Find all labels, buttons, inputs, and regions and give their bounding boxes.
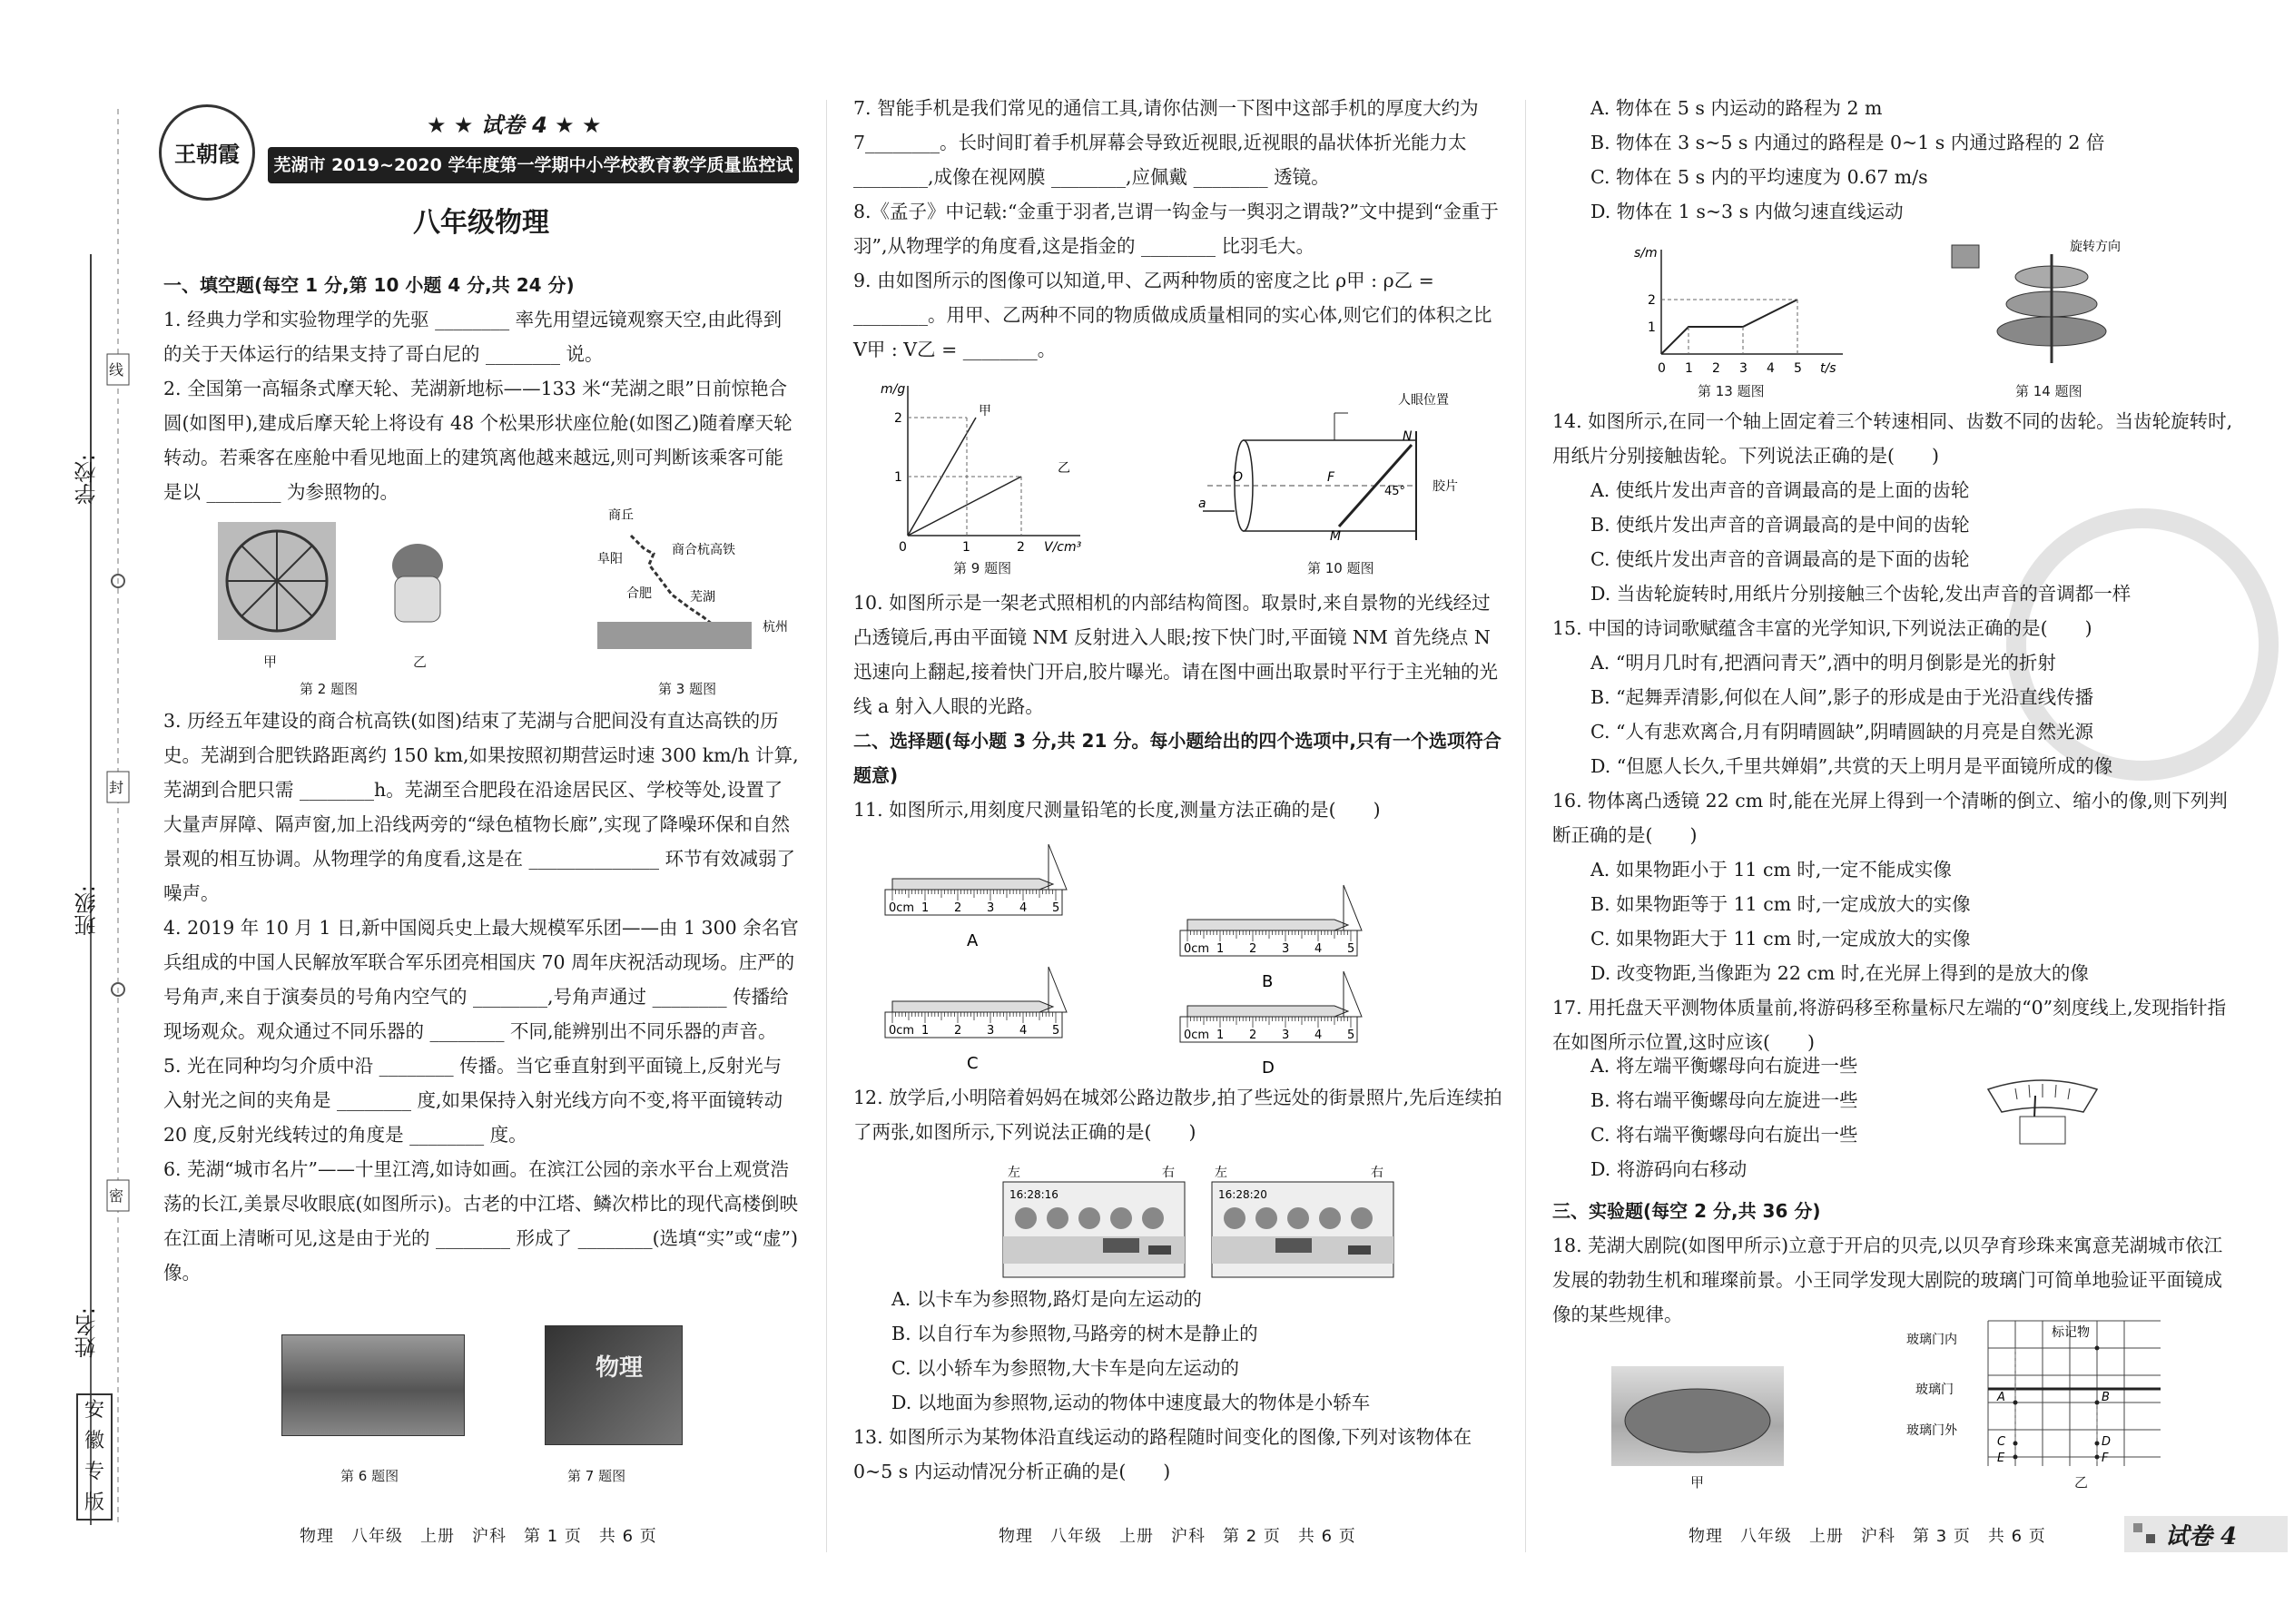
question-11: 11. 如图所示,用刻度尺测量铅笔的长度,测量方法正确的是( ) (853, 799, 1381, 821)
exam-title-bar (268, 147, 799, 212)
q15-option-a[interactable]: A. “明月几时有,把酒问青天”,酒中的明月倒影是光的折射 (1590, 652, 2056, 674)
exam-title: 芜湖市 2019~2020 学年度第一学期中小学校教育教学质量监控试卷 (273, 155, 793, 212)
q12-option-b[interactable]: B. 以自行车为参照物,马路旁的树木是静止的 (891, 1323, 1258, 1344)
brand-logo (159, 104, 255, 201)
question-8: 8.《孟子》中记载:“金重于羽者,岂谓一钩金与一舆羽之谓哉?”文中提到“金重于羽”,从物理学的角度看,这是指金的 ________ 比羽毛大。 (853, 201, 1499, 257)
camera-diagram (1198, 377, 1489, 558)
svg-text:16:28:16: 16:28:16 (1009, 1188, 1058, 1201)
q15-option-b[interactable]: B. “起舞弄清影,何似在人间”,影子的形成是由于光沿直线传播 (1590, 686, 2094, 708)
col3-main-text (1552, 404, 2233, 1059)
q16-option-a[interactable]: A. 如果物距小于 11 cm 时,一定不能成实像 (1590, 859, 1952, 881)
svg-text:2: 2 (1648, 293, 1656, 308)
q17-option-a[interactable]: A. 将左端平衡螺母向右旋进一些 (1590, 1055, 1858, 1077)
ruler-tick-label: 5 (1347, 1029, 1355, 1042)
question-10: 10. 如图所示是一架老式照相机的内部结构简图。取景时,来自景物的光线经过凸透镜后,再由平面镜 NM 反射进入人眼;按下快门时,平面镜 NM 首先绕点 N 迅速向上翻起,接着快门开启,胶片曝光。请在图中画出取景时平行于主光轴的光线 a 射入人眼的光路。 (853, 592, 1499, 717)
svg-text:m/g: m/g (881, 382, 906, 397)
svg-text:C: C (1997, 1435, 2006, 1449)
footer-page-1: 物理 八年级 上册 沪科 第 1 页 共 6 页 (300, 1527, 657, 1546)
question-15: 15. 中国的诗词歌赋蕴含丰富的光学知识,下列说法正确的是( ) (1552, 617, 2092, 639)
ruler-option-label: D (1262, 1058, 1275, 1078)
density-graph (871, 377, 1098, 554)
footer-page-2: 物理 八年级 上册 沪科 第 2 页 共 6 页 (999, 1527, 1356, 1546)
ruler-tick-label: 4 (1019, 1024, 1028, 1038)
ruler-option-label: B (1262, 972, 1274, 991)
section-1-heading: 一、填空题(每空 1 分,第 10 小题 4 分,共 24 分) (163, 274, 575, 296)
fig3-caption: 第 3 题图 (658, 681, 717, 697)
ruler-tick-label: 5 (1052, 901, 1060, 915)
q14-option-a[interactable]: A. 使纸片发出声音的音调最高的是上面的齿轮 (1590, 479, 1970, 501)
ruler-option-a[interactable] (885, 844, 1067, 950)
ruler-tick-label: 2 (1249, 942, 1257, 956)
ruler-tick-label: 3 (987, 1024, 995, 1038)
gear-figure (1943, 236, 2161, 372)
edition-badge: 安 徽 专 版 (76, 1393, 113, 1521)
class-label: 班级: (74, 885, 100, 937)
svg-text:右: 右 (1162, 1166, 1175, 1180)
q17-option-b[interactable]: B. 将右端平衡螺母向左旋进一些 (1590, 1089, 1858, 1111)
svg-text:1: 1 (1648, 320, 1656, 335)
column-3 (1543, 0, 2288, 1624)
ruler-tick-label: 4 (1019, 901, 1028, 915)
balance-scale-figure (1979, 1076, 2106, 1148)
seal-seal-mark: 封 (109, 779, 124, 796)
section-3-heading: 三、实验题(每空 2 分,共 36 分) (1552, 1200, 1821, 1222)
ruler-tick-label: 2 (954, 1024, 962, 1038)
question-14: 14. 如图所示,在同一个轴上固定着三个转速相同、齿数不同的齿轮。当齿轮旋转时,用纸片分别接触齿轮。下列说法正确的是( ) (1552, 410, 2233, 467)
ruler-option-label: A (967, 931, 979, 950)
street-photos (999, 1164, 1416, 1282)
q13-option-c[interactable]: C. 物体在 5 s 内的平均速度为 0.67 m/s (1590, 166, 1928, 188)
fig10-caption: 第 10 题图 (1307, 560, 1374, 576)
svg-text:杭州: 杭州 (763, 620, 788, 635)
svg-text:2: 2 (894, 411, 902, 426)
column-divider (1525, 100, 1526, 1552)
svg-text:玻璃门: 玻璃门 (1915, 1383, 1954, 1397)
q14-option-d[interactable]: D. 当齿轮旋转时,用纸片分别接触三个齿轮,发出声音的音调都一样 (1590, 583, 2132, 605)
col1-upper-text (163, 268, 799, 509)
question-13: 13. 如图所示为某物体沿直线运动的路程随时间变化的图像,下列对该物体在 0~5 s 内运动情况分析正确的是( ) (853, 1426, 1472, 1482)
svg-text:4: 4 (1767, 361, 1775, 376)
phone-photo (545, 1325, 683, 1445)
ruler-tick-label: 3 (1282, 942, 1290, 956)
fig2-label-yi: 乙 (413, 654, 428, 670)
q15-option-d[interactable]: D. “但愿人长久,千里共婵娟”,共赏的天上明月是平面镜所成的像 (1590, 755, 2113, 777)
q13-option-b[interactable]: B. 物体在 3 s~5 s 内通过的路程是 0~1 s 内通过路程的 2 倍 (1590, 132, 2105, 153)
svg-text:V/cm³: V/cm³ (1044, 540, 1082, 554)
brand-logo-text: 王朝霞 (174, 141, 240, 167)
seal-secret-mark: 密 (109, 1187, 124, 1205)
svg-text:阜阳: 阜阳 (597, 552, 623, 566)
svg-text:M: M (1330, 529, 1342, 544)
binding-margin (0, 0, 150, 1624)
col2-upper-text (853, 91, 1507, 367)
svg-text:E: E (1997, 1452, 2005, 1465)
svg-text:商丘: 商丘 (608, 508, 634, 523)
paper-number: ★ ★ 试卷 4 ★ ★ (427, 113, 602, 138)
svg-text:5: 5 (1794, 361, 1802, 376)
ruler-tick-label: 3 (1282, 1029, 1290, 1042)
question-17: 17. 用托盘天平测物体质量前,将游码移至称量标尺左端的“0”刻度线上,发现指针指在如图所示位置,这时应该( ) (1552, 997, 2227, 1053)
ruler-option-c[interactable] (885, 967, 1067, 1073)
svg-text:人眼位置: 人眼位置 (1398, 393, 1449, 408)
svg-text:右: 右 (1371, 1166, 1383, 1180)
q17-option-d[interactable]: D. 将游码向右移动 (1590, 1158, 1748, 1180)
q12-option-c[interactable]: C. 以小轿车为参照物,大卡车是向左运动的 (891, 1357, 1240, 1379)
svg-text:a: a (1198, 497, 1206, 511)
col3-section3-text (1552, 1194, 2233, 1332)
column-divider (826, 100, 827, 1552)
footer-page-3: 物理 八年级 上册 沪科 第 3 页 共 6 页 (1689, 1527, 2046, 1546)
binding-lines (0, 0, 150, 1624)
q14-option-c[interactable]: C. 使纸片发出声音的音调最高的是下面的齿轮 (1590, 548, 1970, 570)
col2-lower-text (853, 1282, 1507, 1489)
svg-text:合肥: 合肥 (626, 586, 652, 601)
svg-text:玻璃门内: 玻璃门内 (1906, 1333, 1957, 1347)
svg-text:2: 2 (1017, 540, 1025, 554)
fig18-label-yi: 乙 (2074, 1474, 2089, 1491)
q12-option-a[interactable]: A. 以卡车为参照物,路灯是向左运动的 (891, 1288, 1202, 1310)
svg-text:s/m: s/m (1634, 246, 1658, 261)
col3-q13-options (1552, 91, 2224, 229)
fig14-caption: 第 14 题图 (2015, 383, 2082, 399)
svg-text:标记物: 标记物 (2052, 1325, 2090, 1340)
question-16: 16. 物体离凸透镜 22 cm 时,能在光屏上得到一个清晰的倒立、缩小的像,则下列判断正确的是( ) (1552, 790, 2228, 846)
svg-text:A: A (1997, 1391, 2005, 1404)
name-label: 姓名: (74, 1307, 100, 1359)
svg-text:0: 0 (899, 540, 907, 554)
column-2 (844, 0, 1511, 1624)
svg-text:玻璃门外: 玻璃门外 (1906, 1423, 1957, 1438)
seal-line-mark: 线 (109, 361, 124, 379)
ruler-tick-label: 3 (987, 901, 995, 915)
svg-text:胶片: 胶片 (1433, 479, 1458, 494)
ruler-options (881, 835, 1462, 1080)
svg-text:2: 2 (1712, 361, 1720, 376)
question-3: 3. 历经五年建设的商合杭高铁(如图)结束了芜湖与合肥间没有直达高铁的历史。芜湖到合肥铁路距离约 150 km,如果按照初期营运时速 300 km/h 计算,芜湖到合肥只需 ________h。芜湖至合肥段在沿途居民区、学校等处,设置了大量声屏障、隔声窗,加上沿线两旁的“绿色植物长廊”,实现了降噪环保和自然景观的相互协调。从物理学的角度看,这是在 ______________ 环节有效减弱了噪声。 (163, 710, 799, 904)
col3-q17-options (1552, 1048, 2006, 1186)
svg-text:3: 3 (1739, 361, 1748, 376)
question-5: 5. 光在同种均匀介质中沿 ________ 传播。当它垂直射到平面镜上,反射光与入射光之间的夹角是 ________ 度,如果保持入射光线方向不变,将平面镜转动 20 度,反射光线转过的角度是 ________ 度。 (163, 1055, 783, 1146)
fig18-label-jia: 甲 (1690, 1474, 1705, 1491)
ruler-tick-label: 2 (1249, 1029, 1257, 1042)
paper-tag: 试卷 4 (2165, 1523, 2238, 1550)
column-1 (154, 0, 808, 1624)
q13-option-a[interactable]: A. 物体在 5 s 内运动的路程为 2 m (1590, 97, 1883, 119)
fig2-caption: 第 2 题图 (300, 681, 359, 697)
school-label: 学校: (74, 454, 100, 506)
svg-text:t/s: t/s (1820, 361, 1836, 376)
question-7: 7. 智能手机是我们常见的通信工具,请你估测一下图中这部手机的厚度大约为 7________。长时间盯着手机屏幕会导致近视眼,近视眼的晶状体折光能力太 ________,成像在视网膜 ________,应佩戴 ________ 透镜。 (853, 97, 1479, 188)
q16-option-b[interactable]: B. 如果物距等于 11 cm 时,一定成放大的实像 (1590, 893, 1971, 915)
svg-text:F: F (1327, 470, 1335, 485)
question-9: 9. 由如图所示的图像可以知道,甲、乙两种物质的密度之比 ρ甲 : ρ乙 = ________。用甲、乙两种不同的物质做成质量相同的实心体,则它们的体积之比 V甲 : V乙 = ________。 (853, 270, 1492, 360)
svg-text:45°: 45° (1384, 485, 1406, 498)
paper-tag-bar (2124, 1516, 2288, 1552)
svg-text:芜湖: 芜湖 (690, 590, 715, 605)
svg-text:16:28:20: 16:28:20 (1218, 1188, 1267, 1201)
ruler-tick-label: 0cm (889, 901, 915, 915)
fig2-label-jia: 甲 (263, 654, 278, 670)
ruler-option-b[interactable] (1180, 885, 1362, 991)
q13-option-d[interactable]: D. 物体在 1 s~3 s 内做匀速直线运动 (1590, 201, 1904, 222)
distance-time-graph (1625, 241, 1861, 377)
mirror-grid-figure (1906, 1316, 2179, 1471)
svg-text:1: 1 (894, 470, 902, 485)
pinecone-cabin (386, 540, 449, 631)
question-18: 18. 芜湖大剧院(如图甲所示)立意于开启的贝壳,以贝孕育珍珠来寓意芜湖城市依江发展的勃勃生机和璀璨前景。小王同学发现大剧院的玻璃门可简单地验证平面镜成像的某些规律。 (1552, 1235, 2223, 1325)
question-1: 1. 经典力学和实验物理学的先驱 ________ 率先用望远镜观察天空,由此得到的关于天体运行的结果支持了哥白尼的 ________ 说。 (163, 309, 783, 365)
q15-option-c[interactable]: C. “人有悲欢离合,月有阴晴圆缺”,阴晴圆缺的月亮是自然光源 (1590, 721, 2093, 743)
svg-text:N: N (1403, 429, 1413, 444)
phone-book-title: 物理 (596, 1354, 644, 1382)
ruler-tick-label: 1 (1216, 1029, 1225, 1042)
svg-text:甲: 甲 (979, 404, 991, 418)
q14-option-b[interactable]: B. 使纸片发出声音的音调最高的是中间的齿轮 (1590, 514, 1970, 536)
svg-text:左: 左 (1008, 1166, 1020, 1180)
section-2-heading: 二、选择题(每小题 3 分,共 21 分。每小题给出的四个选项中,只有一个选项符合题意) (853, 730, 1501, 786)
question-2: 2. 全国第一高辐条式摩天轮、芜湖新地标——133 米“芜湖之眼”日前惊艳合圆(如图甲),建成后摩天轮上将设有 48 个松果形状座位舱(如图乙)随着摩天轮转动。若乘客在座舱中看见地面上的建筑离他越来越远,则可判断该乘客可能是以 ________ 为参照物的。 (163, 378, 793, 503)
ruler-tick-label: 0cm (889, 1024, 915, 1038)
svg-text:D: D (2102, 1435, 2112, 1449)
ruler-tick-label: 0cm (1184, 1029, 1210, 1042)
fig7-caption: 第 7 题图 (567, 1468, 626, 1484)
col2-q12-text (853, 1080, 1507, 1149)
q16-option-d[interactable]: D. 改变物距,当像距为 22 cm 时,在光屏上得到的是放大的像 (1590, 962, 2089, 984)
svg-text:O: O (1233, 470, 1244, 485)
svg-text:乙: 乙 (1058, 461, 1070, 476)
ruler-option-label: C (967, 1054, 979, 1073)
svg-text:0: 0 (1658, 361, 1666, 376)
q17-option-c[interactable]: C. 将右端平衡螺母向右旋出一些 (1590, 1124, 1858, 1146)
railway-map (590, 508, 799, 654)
ruler-tick-label: 4 (1314, 1029, 1323, 1042)
ruler-tick-label: 5 (1052, 1024, 1060, 1038)
svg-text:商合杭高铁: 商合杭高铁 (672, 543, 735, 557)
svg-text:1: 1 (962, 540, 970, 554)
svg-text:左: 左 (1215, 1166, 1227, 1180)
ruler-tick-label: 5 (1347, 942, 1355, 956)
ruler-tick-label: 1 (921, 1024, 930, 1038)
svg-text:B: B (2102, 1391, 2110, 1404)
question-6: 6. 芜湖“城市名片”——十里江湾,如诗如画。在滨江公园的亲水平台上观赏浩荡的长江,美景尽收眼底(如图所示)。古老的中江塔、鳞次栉比的现代高楼倒映在江面上清晰可见,这是由于光的 ________ 形成了 ________(选填“实”或“虚”)像。 (163, 1158, 799, 1284)
subject-title: 八年级物理 (413, 207, 549, 239)
riverside-photo (281, 1334, 465, 1436)
grand-theatre-photo (1611, 1366, 1784, 1466)
col2-mid-text (853, 586, 1507, 827)
col1-lower-text (163, 704, 799, 1290)
fig6-caption: 第 6 题图 (340, 1468, 399, 1484)
svg-text:F: F (2102, 1452, 2109, 1465)
question-12: 12. 放学后,小明陪着妈妈在城郊公路边散步,拍了些远处的街景照片,先后连续拍了两张,如图所示,下列说法正确的是( ) (853, 1087, 1502, 1143)
ruler-tick-label: 2 (954, 901, 962, 915)
fig9-caption: 第 9 题图 (953, 560, 1012, 576)
ruler-tick-label: 1 (921, 901, 930, 915)
svg-text:1: 1 (1685, 361, 1693, 376)
ruler-tick-label: 1 (1216, 942, 1225, 956)
question-4: 4. 2019 年 10 月 1 日,新中国阅兵史上最大规模军乐团——由 1 300 余名官兵组成的中国人民解放军联合军乐团亮相国庆 70 周年庆祝活动现场。庄严的号角声,来自于演奏员的号角内空气的 ________,号角声通过 ________ 传播给现场观众。观众通过不同乐器的 ________ 不同,能辨别出不同乐器的声音。 (163, 917, 799, 1042)
ruler-tick-label: 4 (1314, 942, 1323, 956)
svg-text:旋转方向: 旋转方向 (2070, 240, 2121, 254)
ruler-tick-label: 0cm (1184, 942, 1210, 956)
fig13-caption: 第 13 题图 (1698, 383, 1765, 399)
q12-option-d[interactable]: D. 以地面为参照物,运动的物体中速度最大的物体是小轿车 (891, 1392, 1371, 1413)
q16-option-c[interactable]: C. 如果物距大于 11 cm 时,一定成放大的实像 (1590, 928, 1971, 950)
ferris-wheel-photo (218, 522, 336, 640)
